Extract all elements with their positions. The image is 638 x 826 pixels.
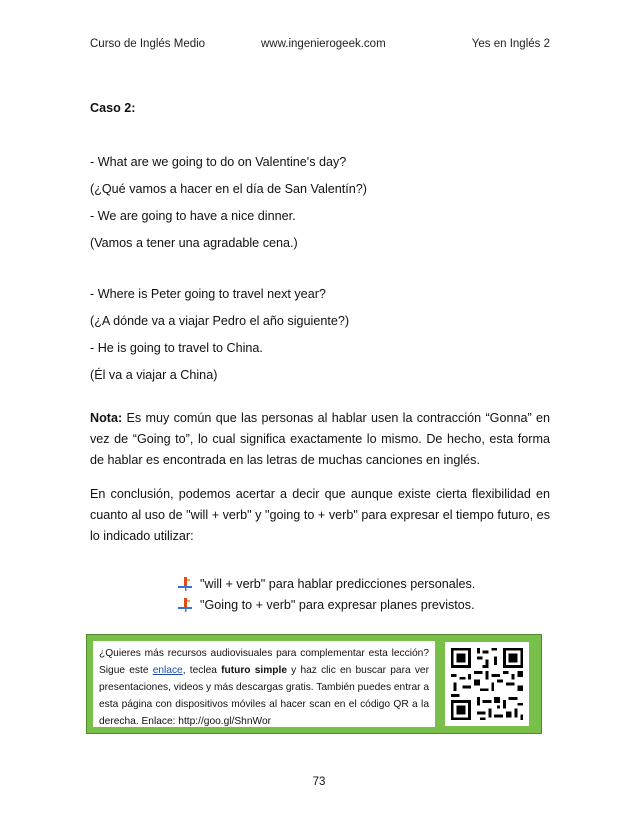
example1-question-es: (¿Qué vamos a hacer en el día de San Valentín?) (90, 182, 367, 196)
resource-text-part: , teclea (182, 665, 222, 676)
example2-question-es: (¿A dónde va a viajar Pedro el año siguiente?) (90, 314, 350, 328)
bullet-text: "will + verb" para hablar predicciones personales. (200, 576, 476, 591)
resource-text (93, 641, 435, 727)
conclusion-paragraph: En conclusión, podemos acertar a decir que aunque existe cierta flexibilidad en cuanto al uso de "will + verb" y "going to + verb" para expresar el tiempo futuro, es lo indicado utilizar: (90, 487, 550, 543)
enlace-url[interactable]: Enlace: http://goo.gl/ShnWor (141, 716, 271, 727)
example1-answer-en: - We are going to have a nice dinner. (90, 209, 296, 223)
resource-box (86, 634, 542, 734)
caso-title: Caso 2: (90, 101, 136, 115)
search-term: futuro simple (221, 665, 287, 676)
resource-text-part: y haz clic en buscar para ver presentaciones, videos y más descargas gratis. También puedes entrar a esta página con dispositivos móviles al hacer scan en el código QR a la derecha. (99, 665, 429, 727)
bullet-list (176, 573, 475, 615)
header-center: www.ingenierogeek.com (261, 38, 386, 50)
bullet-item (176, 573, 475, 594)
example1-question-en: - What are we going to do on Valentine's day? (90, 155, 347, 169)
example2-question-en: - Where is Peter going to travel next year? (90, 287, 326, 301)
page-number: 73 (312, 776, 326, 788)
pushpin-icon (176, 577, 194, 591)
nota-paragraph (90, 408, 550, 471)
header-left: Curso de Inglés Medio (90, 38, 206, 50)
resource-text-part: ¿Quieres más recursos audiovisuales para complementar esta lección? Sigue este (99, 648, 429, 676)
header-right: Yes en Inglés 2 (471, 38, 550, 50)
enlace-link[interactable]: enlace (152, 665, 183, 676)
qr-code-icon[interactable] (445, 642, 529, 726)
example2-answer-es: (Él va a viajar a China) (90, 368, 218, 382)
nota-text: Es muy común que las personas al hablar usen la contracción “Gonna” en vez de “Going to”, lo cual significa exactamente lo mismo. De hecho, esta forma de hablar es encontrada en las letras de muchas canciones en inglés. (90, 411, 550, 467)
bullet-text: "Going to + verb" para expresar planes previstos. (200, 597, 475, 612)
bullet-item (176, 594, 475, 615)
pushpin-icon (176, 598, 194, 612)
example1-answer-es: (Vamos a tener una agradable cena.) (90, 236, 298, 250)
nota-label: Nota: (90, 411, 123, 425)
example2-answer-en: - He is going to travel to China. (90, 341, 263, 355)
